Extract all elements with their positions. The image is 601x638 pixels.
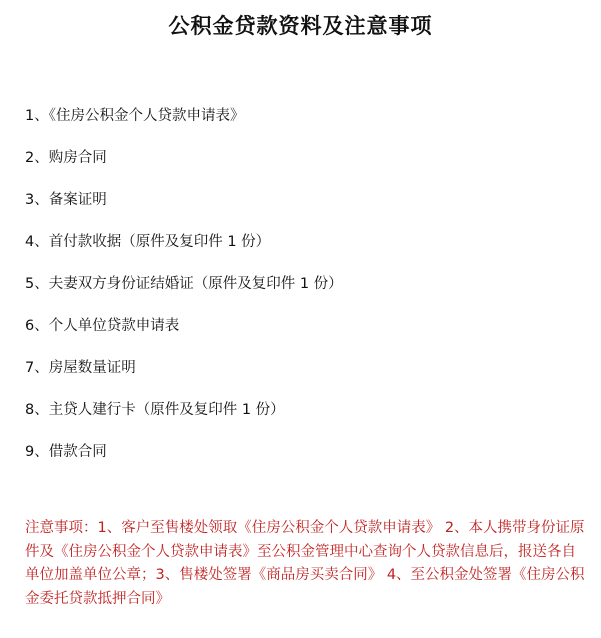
list-item: 4、首付款收据（原件及复印件 1 份） <box>25 234 271 250</box>
list-item: 7、房屋数量证明 <box>25 360 136 376</box>
notes-paragraph: 注意事项：1、客户至售楼处领取《住房公积金个人贷款申请表》 2、本人携带身份证原件及《住房公积金个人贷款申请表》至公积金管理中心查询个人贷款信息后，报送各自单位加盖单位公章；3、售楼处签署《商品房买卖合同》 4、至公积金处签署《住房公积金委托贷款抵押合同》 <box>25 520 585 607</box>
required-documents-list <box>25 106 343 484</box>
list-item: 6、个人单位贷款申请表 <box>25 318 180 334</box>
list-item: 9、借款合同 <box>25 444 107 460</box>
list-item: 1、《住房公积金个人贷款申请表》 <box>25 108 245 124</box>
list-item: 2、购房合同 <box>25 150 107 166</box>
list-item: 5、夫妻双方身份证结婚证（原件及复印件 1 份） <box>25 276 343 292</box>
list-item: 3、备案证明 <box>25 192 107 208</box>
page-title: 公积金贷款资料及注意事项 <box>168 13 433 38</box>
list-item: 8、主贷人建行卡（原件及复印件 1 份） <box>25 402 285 418</box>
